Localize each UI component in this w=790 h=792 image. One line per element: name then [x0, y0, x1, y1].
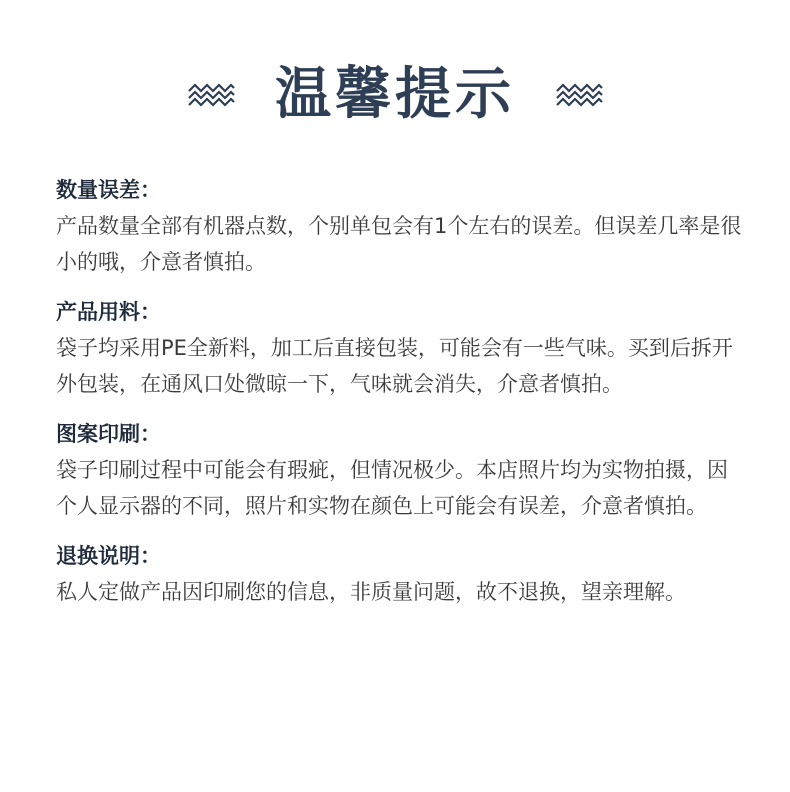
section-heading: 产品用料： [56, 300, 161, 324]
section-returns [56, 538, 746, 610]
notice-content [56, 172, 746, 624]
section-text: 袋子印刷过程中可能会有瑕疵，但情况极少。本店照片均为实物拍摄，因个人显示器的不同，照片和实物在颜色上可能会有误差，介意者慎拍。 [56, 458, 728, 518]
section-text: 产品数量全部有机器点数，个别单包会有1个左右的误差。但误差几率是很小的哦，介意者慎拍。 [56, 214, 742, 274]
header [0, 52, 790, 136]
zigzag-wave-icon [555, 81, 603, 107]
section-material [56, 294, 746, 402]
section-heading: 数量误差： [56, 178, 161, 202]
section-text: 袋子均采用PE全新料，加工后直接包装，可能会有一些气味。买到后拆开外包装，在通风口处微晾一下，气味就会消失，介意者慎拍。 [56, 336, 733, 396]
section-quantity-error [56, 172, 746, 280]
section-text: 私人定做产品因印刷您的信息，非质量问题，故不退换，望亲理解。 [56, 580, 686, 604]
page-title: 温馨提示 [275, 61, 515, 127]
section-heading: 图案印刷： [56, 422, 161, 446]
zigzag-wave-icon [187, 81, 235, 107]
section-printing [56, 416, 746, 524]
section-heading: 退换说明： [56, 544, 161, 568]
